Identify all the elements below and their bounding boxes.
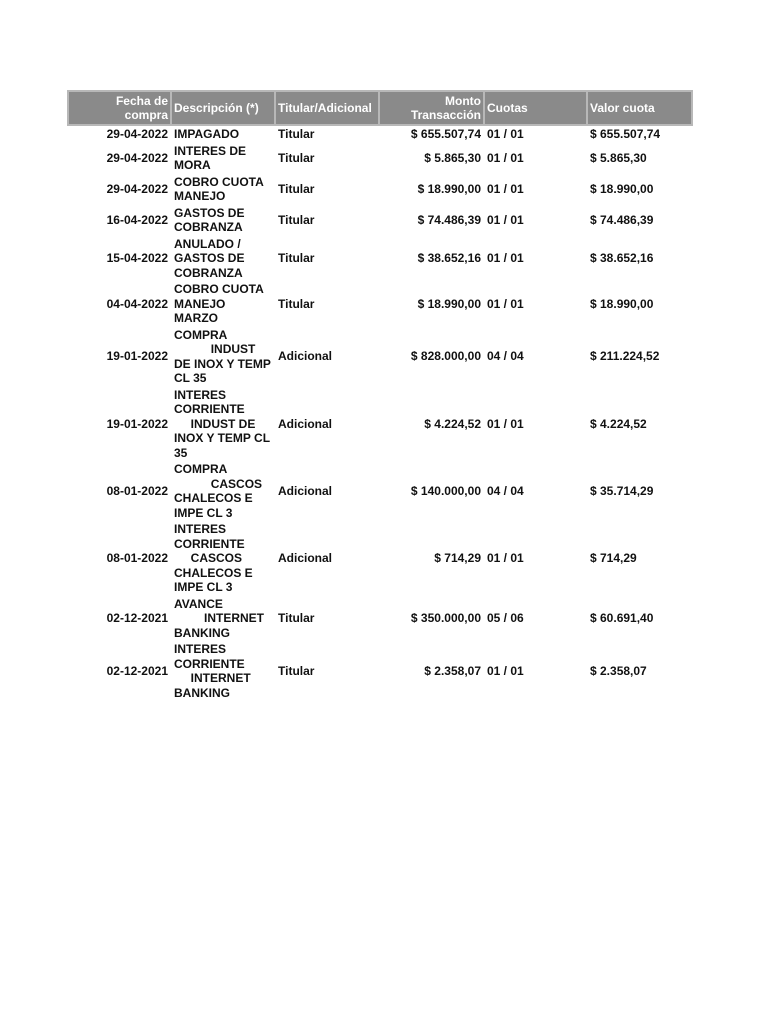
cell-monto: $ 714,29 [434, 551, 481, 565]
cell-monto: $ 350.000,00 [410, 611, 481, 625]
cell-valor: $ 211.224,52 [590, 349, 660, 364]
cell-valor: $ 38.652,16 [590, 251, 654, 265]
cell-descripcion: IMPAGADO [174, 127, 240, 141]
cell-titular: Adicional [278, 416, 333, 431]
cell-titular: Titular [278, 663, 315, 678]
cell-descripcion: COMPRA INDUST DE INOX Y TEMP CL 35 [174, 327, 271, 385]
transactions-table-wrapper [67, 90, 693, 701]
table-row [67, 174, 693, 205]
header-valor: Valor cuota [587, 90, 693, 126]
table-row [67, 281, 693, 327]
cell-descripcion: INTERES CORRIENTE INDUST DE INOX Y TEMP CL 35 [174, 387, 270, 460]
cell-fecha: 16-04-2022 [106, 212, 168, 227]
cell-descripcion: COMPRA CASCOS CHALECOS E IMPE CL 3 [174, 462, 263, 520]
cell-titular: Titular [278, 296, 315, 311]
header-cuotas: Cuotas [484, 90, 587, 126]
cell-titular: Titular [278, 212, 315, 227]
table-row [67, 236, 693, 282]
cell-monto: $ 828.000,00 [410, 349, 481, 364]
cell-descripcion: INTERES DE MORA [174, 143, 250, 172]
cell-titular: Titular [278, 611, 315, 625]
cell-descripcion: INTERES CORRIENTE CASCOS CHALECOS E IMPE CL 3 [174, 522, 253, 594]
cell-descripcion: INTERES CORRIENTE INTERNET BANKING [174, 642, 251, 700]
table-row [67, 641, 693, 701]
cell-fecha: 08-01-2022 [106, 551, 168, 565]
cell-fecha: 02-12-2021 [106, 663, 168, 678]
cell-descripcion: COBRO CUOTA MANEJO MARZO [174, 282, 267, 325]
cell-monto: $ 18.990,00 [417, 296, 481, 311]
cell-monto: $ 5.865,30 [424, 150, 481, 165]
table-row [67, 461, 693, 521]
cell-descripcion: GASTOS DE COBRANZA [174, 205, 248, 234]
cell-valor: $ 4.224,52 [590, 416, 647, 431]
cell-cuotas: 01 / 01 [487, 663, 524, 678]
cell-titular: Titular [278, 127, 315, 141]
table-row [67, 205, 693, 236]
cell-cuotas: 01 / 01 [487, 296, 524, 311]
cell-monto: $ 140.000,00 [410, 483, 481, 498]
cell-titular: Titular [278, 150, 315, 165]
cell-cuotas: 01 / 01 [487, 150, 524, 165]
cell-cuotas: 01 / 01 [487, 251, 524, 265]
cell-titular: Adicional [278, 483, 333, 498]
table-row [67, 143, 693, 174]
cell-cuotas: 04 / 04 [487, 483, 524, 498]
cell-valor: $ 35.714,29 [590, 483, 654, 498]
cell-titular: Adicional [278, 551, 333, 565]
cell-fecha: 19-01-2022 [106, 416, 168, 431]
cell-titular: Titular [278, 251, 315, 265]
table-body [67, 126, 693, 701]
cell-valor: $ 2.358,07 [590, 663, 647, 678]
table-row [67, 126, 693, 143]
cell-monto: $ 2.358,07 [424, 663, 481, 678]
cell-valor: $ 60.691,40 [590, 611, 654, 625]
table-header-row [67, 90, 693, 126]
cell-fecha: 29-04-2022 [106, 181, 168, 196]
cell-fecha: 08-01-2022 [106, 483, 168, 498]
cell-descripcion: COBRO CUOTA MANEJO [174, 174, 267, 203]
table-row [67, 596, 693, 642]
cell-monto: $ 38.652,16 [417, 251, 481, 265]
cell-descripcion: ANULADO / GASTOS DE COBRANZA [174, 236, 248, 280]
cell-titular: Adicional [278, 349, 333, 364]
cell-fecha: 02-12-2021 [106, 611, 168, 625]
header-descripcion: Descripción (*) [171, 90, 275, 126]
cell-fecha: 29-04-2022 [106, 127, 168, 141]
transactions-table [67, 90, 693, 701]
cell-cuotas: 01 / 01 [487, 416, 524, 431]
cell-descripcion: AVANCE INTERNET BANKING [174, 596, 265, 640]
cell-monto: $ 4.224,52 [424, 416, 481, 431]
cell-fecha: 29-04-2022 [106, 150, 168, 165]
cell-cuotas: 01 / 01 [487, 551, 524, 565]
cell-cuotas: 01 / 01 [487, 181, 524, 196]
cell-monto: $ 655.507,74 [410, 127, 481, 141]
cell-valor: $ 714,29 [590, 551, 637, 565]
header-fecha: Fecha de compra [67, 90, 171, 126]
cell-valor: $ 655.507,74 [590, 127, 661, 141]
cell-cuotas: 05 / 06 [487, 611, 524, 625]
cell-valor: $ 18.990,00 [590, 181, 654, 196]
cell-cuotas: 01 / 01 [487, 127, 524, 141]
cell-fecha: 04-04-2022 [106, 296, 168, 311]
table-row [67, 327, 693, 387]
cell-monto: $ 74.486,39 [417, 212, 481, 227]
cell-fecha: 15-04-2022 [106, 251, 168, 265]
cell-valor: $ 74.486,39 [590, 212, 654, 227]
cell-titular: Titular [278, 181, 315, 196]
table-row [67, 521, 693, 596]
cell-valor: $ 18.990,00 [590, 296, 654, 311]
cell-monto: $ 18.990,00 [417, 181, 481, 196]
cell-valor: $ 5.865,30 [590, 150, 647, 165]
cell-fecha: 19-01-2022 [106, 349, 168, 364]
header-monto: Monto Transacción [379, 90, 484, 126]
cell-cuotas: 04 / 04 [487, 349, 524, 364]
table-row [67, 387, 693, 462]
table-header [67, 90, 693, 126]
header-titular: Titular/Adicional [275, 90, 379, 126]
cell-cuotas: 01 / 01 [487, 212, 524, 227]
